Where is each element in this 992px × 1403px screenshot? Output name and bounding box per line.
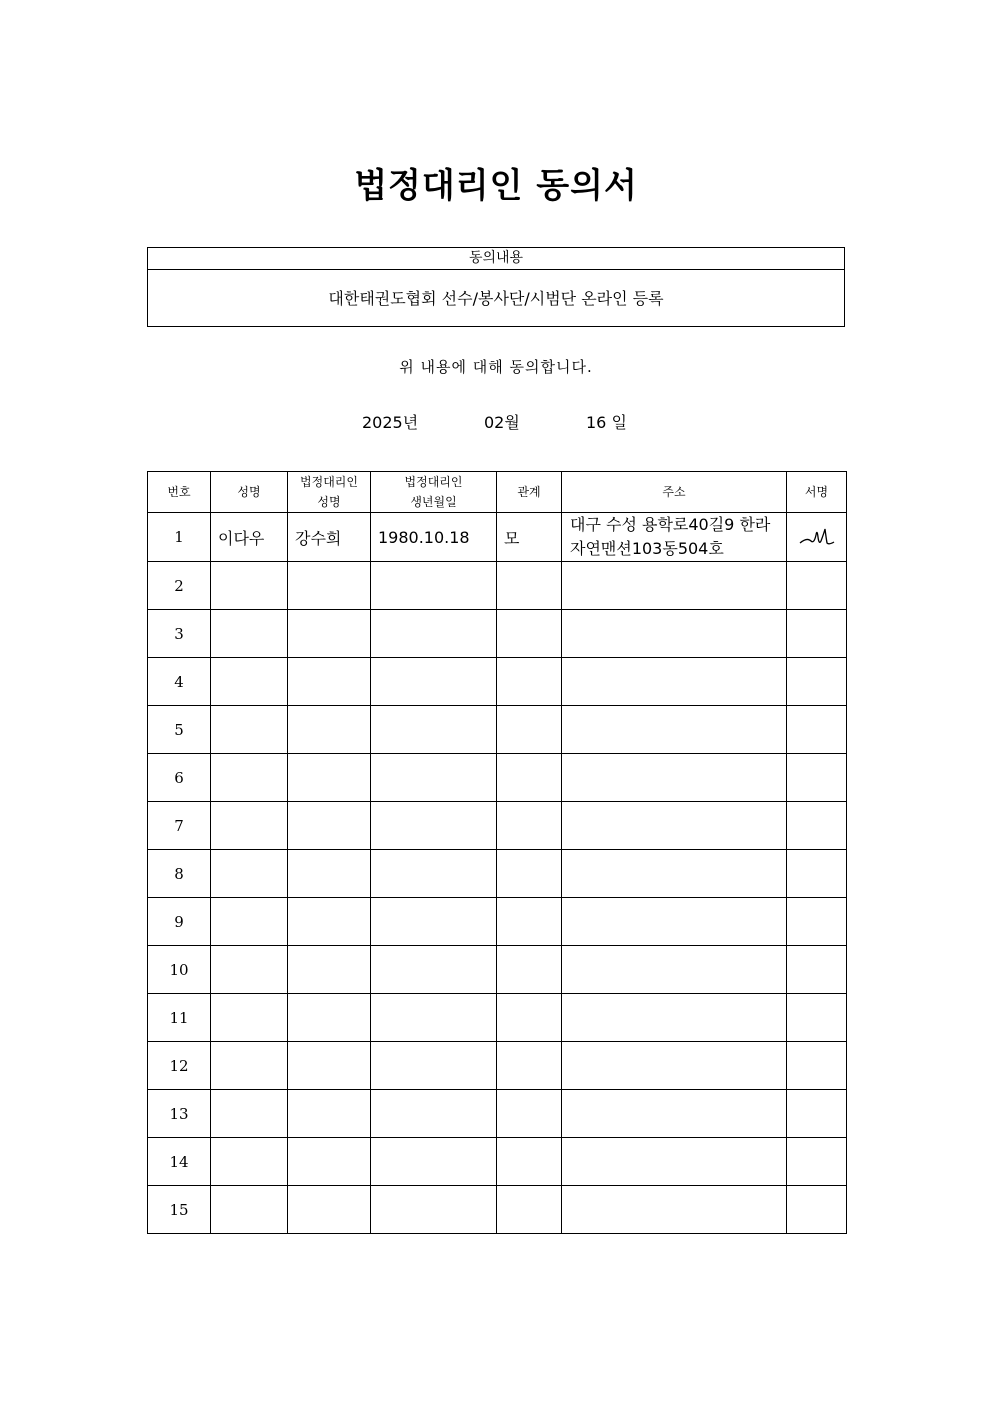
guardian-name-cell[interactable] (288, 754, 371, 802)
name-cell[interactable] (211, 754, 288, 802)
address-cell[interactable] (562, 1138, 787, 1186)
signature-icon (797, 523, 837, 551)
guardian-name-cell[interactable] (288, 658, 371, 706)
table-row (148, 562, 847, 610)
address-cell[interactable] (562, 802, 787, 850)
name-cell[interactable] (211, 1186, 288, 1234)
address-cell[interactable] (562, 706, 787, 754)
address-cell[interactable] (562, 562, 787, 610)
guardian-name-cell[interactable] (288, 898, 371, 946)
guardian-birth-cell[interactable] (371, 898, 497, 946)
relation-cell[interactable] (497, 898, 562, 946)
row-number-cell[interactable]: 2 (148, 562, 211, 610)
table-row (148, 658, 847, 706)
relation-cell[interactable] (497, 1042, 562, 1090)
table-header-row (148, 472, 847, 513)
address-cell[interactable] (562, 658, 787, 706)
guardian-name-cell[interactable] (288, 946, 371, 994)
guardian-birth-cell[interactable] (371, 754, 497, 802)
guardian-birth-cell[interactable] (371, 946, 497, 994)
guardian-name-cell[interactable] (288, 850, 371, 898)
name-cell[interactable] (211, 850, 288, 898)
signature-cell[interactable] (787, 706, 847, 754)
row-number-cell[interactable]: 5 (148, 706, 211, 754)
guardian-birth-cell[interactable] (371, 610, 497, 658)
address-cell[interactable] (562, 1042, 787, 1090)
row-number-cell[interactable]: 9 (148, 898, 211, 946)
signature-cell[interactable] (787, 1186, 847, 1234)
signature-cell[interactable] (787, 850, 847, 898)
guardian-name-cell[interactable]: 강수희 (288, 513, 371, 562)
address-cell[interactable] (562, 898, 787, 946)
signature-cell[interactable] (787, 1138, 847, 1186)
signature-cell[interactable] (787, 946, 847, 994)
guardian-birth-cell[interactable] (371, 850, 497, 898)
registration-table (147, 471, 847, 1234)
table-row (148, 1186, 847, 1234)
name-cell[interactable] (211, 562, 288, 610)
guardian-birth-cell[interactable] (371, 562, 497, 610)
address-cell[interactable] (562, 946, 787, 994)
guardian-name-cell[interactable] (288, 1090, 371, 1138)
header-signature: 서명 (787, 472, 847, 513)
guardian-name-cell[interactable] (288, 562, 371, 610)
row-number-cell[interactable]: 14 (148, 1138, 211, 1186)
row-number-cell[interactable]: 15 (148, 1186, 211, 1234)
name-cell[interactable] (211, 946, 288, 994)
row-number-cell[interactable]: 11 (148, 994, 211, 1042)
guardian-name-cell[interactable] (288, 994, 371, 1042)
guardian-birth-cell[interactable] (371, 1186, 497, 1234)
row-number-cell[interactable]: 4 (148, 658, 211, 706)
signature-cell[interactable] (787, 802, 847, 850)
relation-cell[interactable] (497, 706, 562, 754)
table-row (148, 1138, 847, 1186)
document-title: 법정대리인 동의서 (354, 166, 638, 206)
relation-cell[interactable] (497, 850, 562, 898)
relation-cell[interactable] (497, 610, 562, 658)
table-row (148, 513, 847, 562)
signature-cell[interactable] (787, 658, 847, 706)
name-cell[interactable]: 이다우 (211, 513, 288, 562)
name-cell[interactable] (211, 898, 288, 946)
name-cell[interactable] (211, 1090, 288, 1138)
address-cell[interactable]: 대구 수성 용학로40길9 한라자연맨션103동504호 (562, 513, 787, 562)
header-no: 번호 (148, 472, 211, 513)
relation-cell[interactable] (497, 1138, 562, 1186)
guardian-name-cell[interactable] (288, 610, 371, 658)
header-name: 성명 (211, 472, 288, 513)
header-address: 주소 (562, 472, 787, 513)
date-day: 16 일 (586, 413, 627, 432)
table-row (148, 802, 847, 850)
table-row (148, 946, 847, 994)
guardian-name-cell[interactable] (288, 706, 371, 754)
address-cell[interactable] (562, 754, 787, 802)
date-year: 2025년 (362, 413, 419, 432)
relation-cell[interactable] (497, 946, 562, 994)
table-row (148, 898, 847, 946)
table-row (148, 754, 847, 802)
table-body (148, 513, 847, 1234)
guardian-name-cell[interactable] (288, 1042, 371, 1090)
date-month: 02월 (484, 413, 520, 432)
agreement-text: 위 내용에 대해 동의합니다. (399, 358, 593, 376)
address-cell[interactable] (562, 994, 787, 1042)
relation-cell[interactable] (497, 802, 562, 850)
signature-cell[interactable] (787, 898, 847, 946)
relation-cell[interactable] (497, 994, 562, 1042)
row-number-cell[interactable]: 6 (148, 754, 211, 802)
guardian-birth-cell[interactable] (371, 994, 497, 1042)
row-number-cell[interactable]: 8 (148, 850, 211, 898)
row-number-cell[interactable]: 12 (148, 1042, 211, 1090)
address-cell[interactable] (562, 850, 787, 898)
address-cell[interactable] (562, 1090, 787, 1138)
signature-cell[interactable] (787, 562, 847, 610)
address-cell[interactable] (562, 1186, 787, 1234)
guardian-birth-cell[interactable] (371, 1090, 497, 1138)
guardian-birth-cell[interactable] (371, 1042, 497, 1090)
relation-cell[interactable] (497, 658, 562, 706)
guardian-name-cell[interactable] (288, 1138, 371, 1186)
name-cell[interactable] (211, 610, 288, 658)
signature-cell[interactable] (787, 513, 847, 562)
consent-body: 대한태권도협회 선수/봉사단/시범단 온라인 등록 (328, 289, 664, 308)
guardian-birth-cell[interactable] (371, 802, 497, 850)
signature-cell[interactable] (787, 994, 847, 1042)
row-number-cell[interactable]: 13 (148, 1090, 211, 1138)
relation-cell[interactable] (497, 562, 562, 610)
relation-cell[interactable] (497, 1186, 562, 1234)
header-guardian-birth: 법정대리인 생년월일 (371, 472, 497, 513)
consent-header: 동의내용 (148, 248, 844, 270)
address-cell[interactable] (562, 610, 787, 658)
name-cell[interactable] (211, 706, 288, 754)
guardian-birth-cell[interactable]: 1980.10.18 (371, 513, 497, 562)
signature-cell[interactable] (787, 1042, 847, 1090)
table-row (148, 994, 847, 1042)
name-cell[interactable] (211, 658, 288, 706)
guardian-name-cell[interactable] (288, 1186, 371, 1234)
header-guardian-name: 법정대리인 성명 (288, 472, 371, 513)
signature-cell[interactable] (787, 610, 847, 658)
table-row (148, 706, 847, 754)
guardian-birth-cell[interactable] (371, 706, 497, 754)
relation-cell[interactable] (497, 1090, 562, 1138)
row-number-cell[interactable]: 1 (148, 513, 211, 562)
name-cell[interactable] (211, 1138, 288, 1186)
row-number-cell[interactable]: 7 (148, 802, 211, 850)
signature-cell[interactable] (787, 754, 847, 802)
guardian-name-cell[interactable] (288, 802, 371, 850)
table-row (148, 1042, 847, 1090)
table-row (148, 850, 847, 898)
signature-cell[interactable] (787, 1090, 847, 1138)
name-cell[interactable] (211, 994, 288, 1042)
table-row (148, 610, 847, 658)
name-cell[interactable] (211, 1042, 288, 1090)
name-cell[interactable] (211, 802, 288, 850)
guardian-birth-cell[interactable] (371, 1138, 497, 1186)
relation-cell[interactable]: 모 (497, 513, 562, 562)
header-relation: 관계 (497, 472, 562, 513)
consent-box (147, 247, 845, 327)
guardian-birth-cell[interactable] (371, 658, 497, 706)
row-number-cell[interactable]: 3 (148, 610, 211, 658)
table-row (148, 1090, 847, 1138)
row-number-cell[interactable]: 10 (148, 946, 211, 994)
relation-cell[interactable] (497, 754, 562, 802)
